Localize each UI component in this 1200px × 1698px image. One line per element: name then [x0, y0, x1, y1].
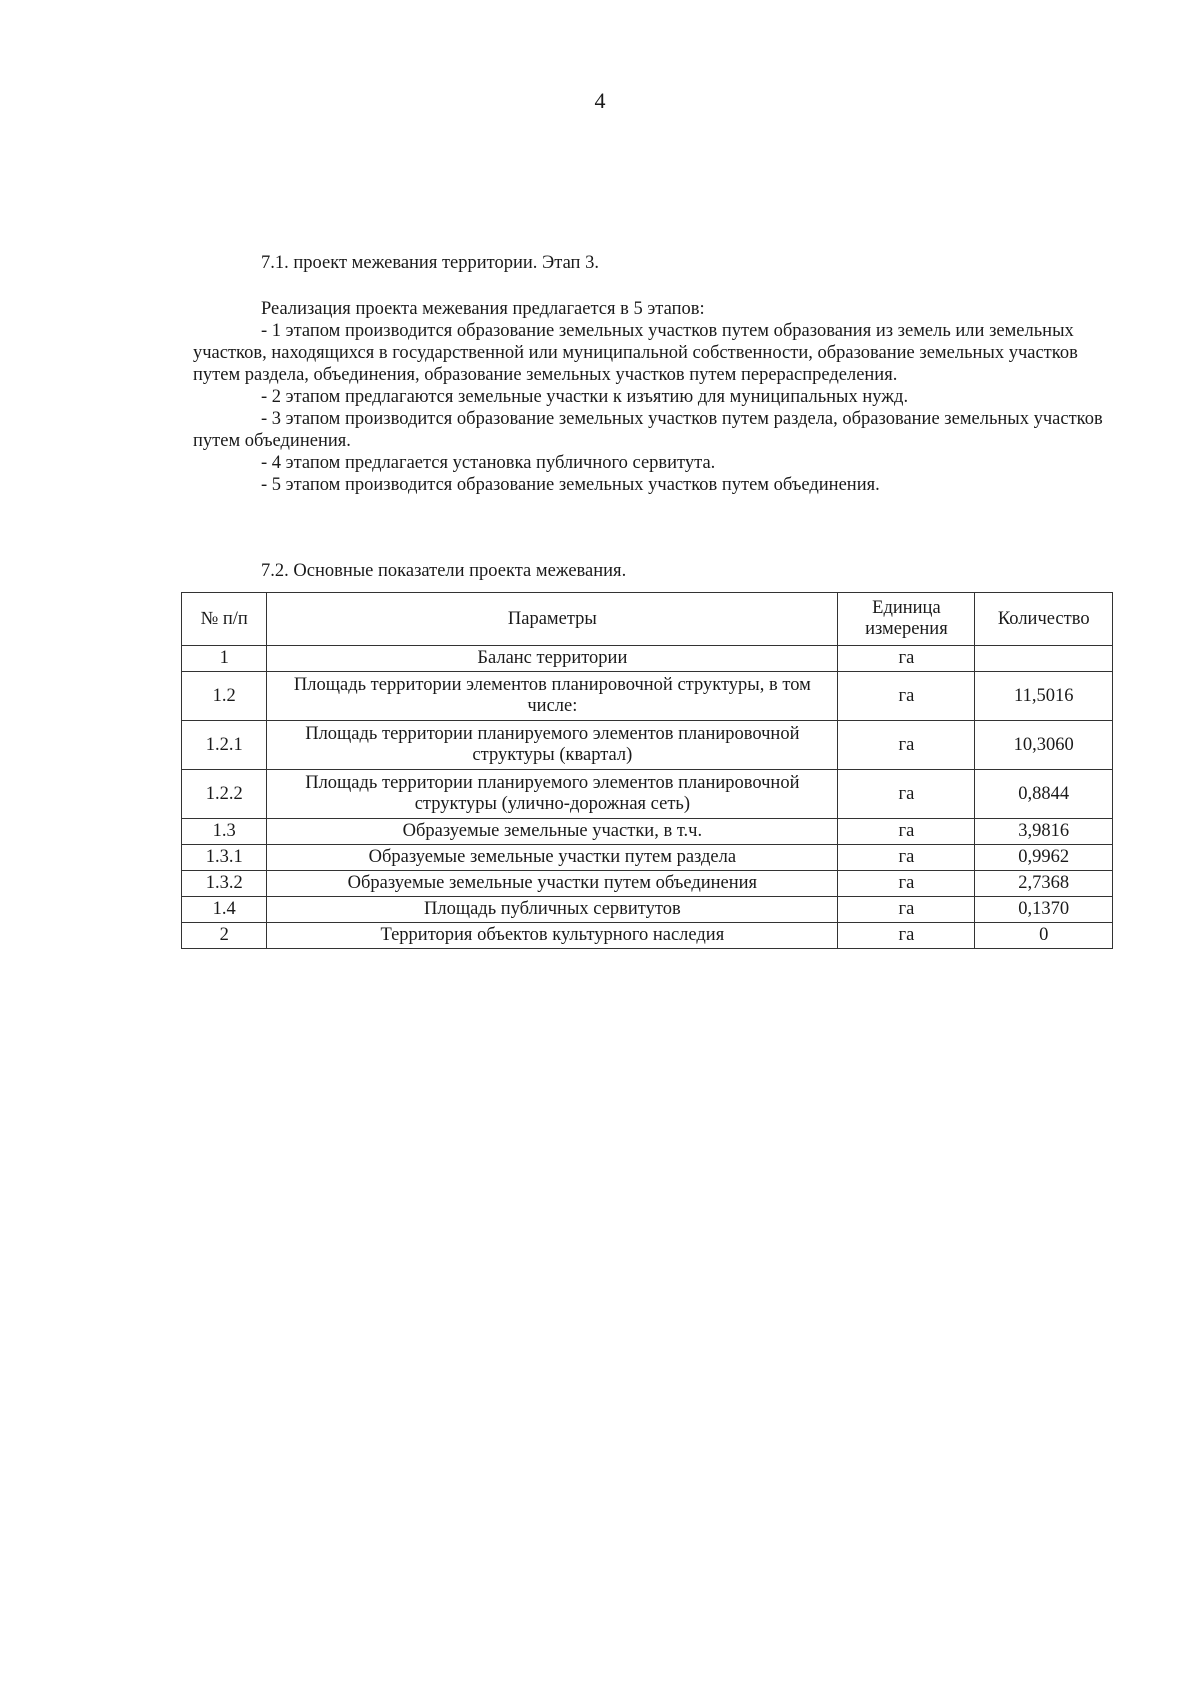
table-row — [182, 819, 1113, 845]
table-row — [182, 770, 1113, 819]
table-row — [182, 721, 1113, 770]
cell-num: 1.2.2 — [182, 770, 267, 819]
cell-unit: га — [838, 770, 975, 819]
page-number: 4 — [594, 88, 606, 113]
stages-lead: Реализация проекта межевания предлагается в 5 этапов: — [261, 299, 705, 319]
cell-unit: га — [838, 897, 975, 923]
stage-5: - 5 этапом производится образование земельных участков путем объединения. — [261, 475, 880, 495]
header-qty: Количество — [975, 593, 1113, 646]
cell-num: 2 — [182, 923, 267, 949]
cell-qty: 0,9962 — [975, 845, 1113, 871]
cell-param: Образуемые земельные участки путем объединения — [267, 871, 838, 897]
cell-num: 1.2 — [182, 672, 267, 721]
stage-4: - 4 этапом предлагается установка публичного сервитута. — [261, 453, 716, 473]
table-row — [182, 672, 1113, 721]
header-param: Параметры — [267, 593, 838, 646]
cell-unit: га — [838, 923, 975, 949]
cell-param: Территория объектов культурного наследия — [267, 923, 838, 949]
cell-num: 1 — [182, 646, 267, 672]
table-header-row — [182, 593, 1113, 646]
stage-2: - 2 этапом предлагаются земельные участки к изъятию для муниципальных нужд. — [261, 387, 909, 407]
cell-unit: га — [838, 646, 975, 672]
cell-unit: га — [838, 845, 975, 871]
cell-qty: 0,8844 — [975, 770, 1113, 819]
cell-num: 1.2.1 — [182, 721, 267, 770]
cell-qty: 10,3060 — [975, 721, 1113, 770]
cell-qty: 0 — [975, 923, 1113, 949]
cell-param: Образуемые земельные участки путем раздела — [267, 845, 838, 871]
stage-1: - 1 этапом производится образование земельных участков путем образования из земель или земельных участков, находящихся в государственной или муниципальной собственности, образование земельных участков путем раздела, объединения, образование земельных участков путем перераспределения. — [193, 321, 1078, 385]
cell-param: Площадь территории планируемого элементов планировочной структуры (квартал) — [267, 721, 838, 770]
cell-param: Площадь территории элементов планировочной структуры, в том числе: — [267, 672, 838, 721]
metrics-table — [181, 592, 1113, 949]
cell-num: 1.3.2 — [182, 871, 267, 897]
header-num: № п/п — [182, 593, 267, 646]
table-row — [182, 897, 1113, 923]
section-title-7-1: 7.1. проект межевания территории. Этап 3. — [261, 253, 599, 273]
stage-3: - 3 этапом производится образование земельных участков путем раздела, образование земельных участков путем объединения. — [193, 409, 1103, 451]
cell-qty: 2,7368 — [975, 871, 1113, 897]
cell-param: Площадь публичных сервитутов — [267, 897, 838, 923]
cell-qty: 0,1370 — [975, 897, 1113, 923]
cell-num: 1.3 — [182, 819, 267, 845]
section-title-7-2: 7.2. Основные показатели проекта межевания. — [261, 561, 627, 581]
table-row — [182, 871, 1113, 897]
cell-unit: га — [838, 871, 975, 897]
cell-unit: га — [838, 819, 975, 845]
cell-param: Площадь территории планируемого элементов планировочной структуры (улично-дорожная сеть) — [267, 770, 838, 819]
cell-num: 1.3.1 — [182, 845, 267, 871]
cell-qty: 11,5016 — [975, 672, 1113, 721]
cell-qty — [975, 646, 1113, 672]
cell-num: 1.4 — [182, 897, 267, 923]
cell-qty: 3,9816 — [975, 819, 1113, 845]
cell-unit: га — [838, 672, 975, 721]
table-row — [182, 845, 1113, 871]
table-row — [182, 923, 1113, 949]
cell-param: Образуемые земельные участки, в т.ч. — [267, 819, 838, 845]
header-unit: Единица измерения — [838, 593, 975, 646]
cell-unit: га — [838, 721, 975, 770]
stages-description — [193, 298, 1113, 496]
cell-param: Баланс территории — [267, 646, 838, 672]
table-row — [182, 646, 1113, 672]
